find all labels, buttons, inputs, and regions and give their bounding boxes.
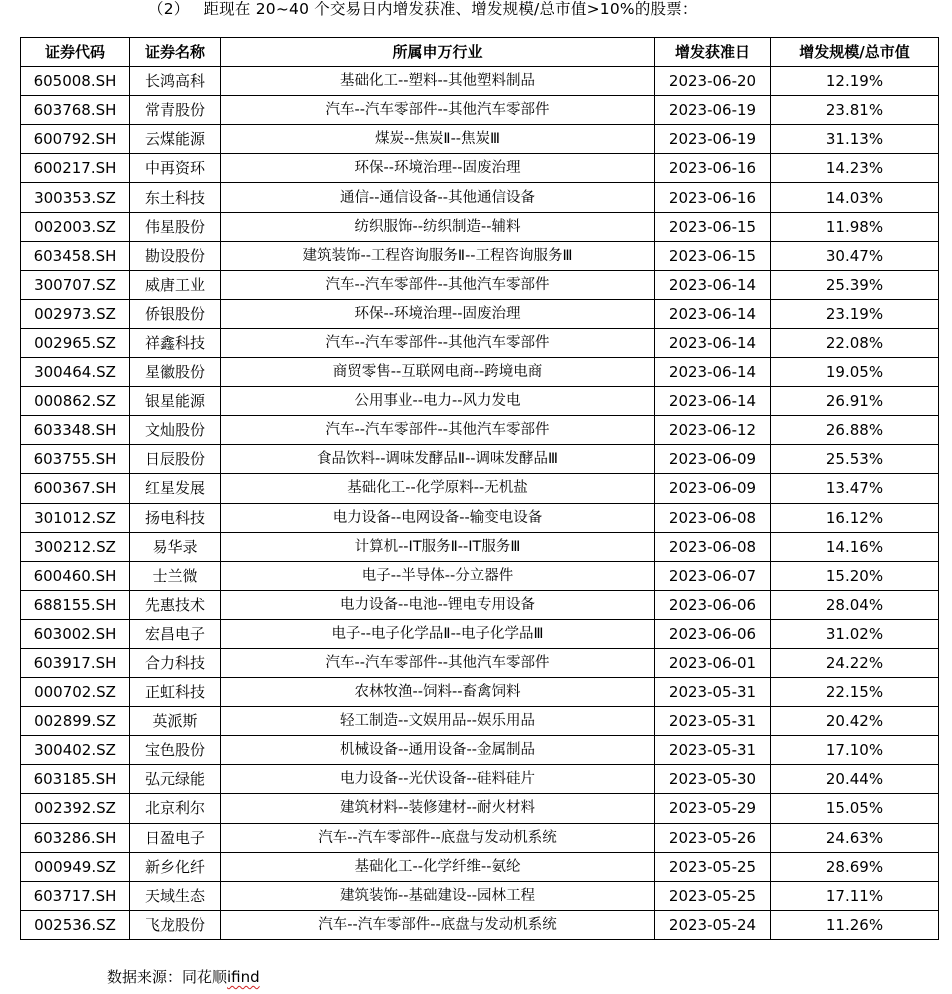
- cell-ratio: 17.11%: [771, 881, 939, 910]
- cell-name: 英派斯: [130, 707, 221, 736]
- cell-name: 易华录: [130, 532, 221, 561]
- cell-approval-date: 2023-06-01: [655, 648, 771, 677]
- cell-ratio: 11.26%: [771, 910, 939, 939]
- cell-ratio: 20.44%: [771, 765, 939, 794]
- cell-approval-date: 2023-05-31: [655, 707, 771, 736]
- header-industry: 所属申万行业: [221, 38, 655, 67]
- cell-name: 威唐工业: [130, 270, 221, 299]
- cell-name: 扬电科技: [130, 503, 221, 532]
- cell-ratio: 17.10%: [771, 736, 939, 765]
- cell-ratio: 28.04%: [771, 590, 939, 619]
- table-row: [21, 445, 939, 474]
- cell-name: 云煤能源: [130, 125, 221, 154]
- cell-industry: 电力设备--光伏设备--硅料硅片: [221, 765, 655, 794]
- table-row: [21, 474, 939, 503]
- cell-industry: 机械设备--通用设备--金属制品: [221, 736, 655, 765]
- cell-approval-date: 2023-06-14: [655, 328, 771, 357]
- cell-approval-date: 2023-06-19: [655, 125, 771, 154]
- table-row: [21, 212, 939, 241]
- cell-name: 常青股份: [130, 96, 221, 125]
- cell-approval-date: 2023-06-16: [655, 154, 771, 183]
- cell-industry: 基础化工--化学纤维--氨纶: [221, 852, 655, 881]
- cell-ratio: 11.98%: [771, 212, 939, 241]
- cell-ratio: 22.08%: [771, 328, 939, 357]
- cell-ratio: 25.53%: [771, 445, 939, 474]
- cell-name: 文灿股份: [130, 416, 221, 445]
- cell-ratio: 15.05%: [771, 794, 939, 823]
- cell-code: 300353.SZ: [21, 183, 130, 212]
- cell-industry: 汽车--汽车零部件--其他汽车零部件: [221, 328, 655, 357]
- cell-code: 600367.SH: [21, 474, 130, 503]
- cell-code: 603717.SH: [21, 881, 130, 910]
- header-name: 证券名称: [130, 38, 221, 67]
- table-row: [21, 503, 939, 532]
- cell-code: 002003.SZ: [21, 212, 130, 241]
- cell-approval-date: 2023-06-14: [655, 358, 771, 387]
- header-row: [21, 38, 939, 67]
- table-row: [21, 125, 939, 154]
- cell-name: 红星发展: [130, 474, 221, 503]
- cell-name: 东土科技: [130, 183, 221, 212]
- cell-name: 新乡化纤: [130, 852, 221, 881]
- cell-code: 002536.SZ: [21, 910, 130, 939]
- cell-ratio: 24.22%: [771, 648, 939, 677]
- cell-name: 宏昌电子: [130, 619, 221, 648]
- cell-name: 侨银股份: [130, 299, 221, 328]
- cell-industry: 环保--环境治理--固废治理: [221, 299, 655, 328]
- cell-approval-date: 2023-06-14: [655, 270, 771, 299]
- cell-industry: 基础化工--塑料--其他塑料制品: [221, 67, 655, 96]
- cell-name: 北京利尔: [130, 794, 221, 823]
- cell-name: 日辰股份: [130, 445, 221, 474]
- cell-approval-date: 2023-05-29: [655, 794, 771, 823]
- cell-industry: 基础化工--化学原料--无机盐: [221, 474, 655, 503]
- table-row: [21, 707, 939, 736]
- cell-code: 600460.SH: [21, 561, 130, 590]
- cell-industry: 电子--半导体--分立器件: [221, 561, 655, 590]
- cell-name: 伟星股份: [130, 212, 221, 241]
- cell-code: 688155.SH: [21, 590, 130, 619]
- cell-approval-date: 2023-06-15: [655, 241, 771, 270]
- cell-approval-date: 2023-05-26: [655, 823, 771, 852]
- cell-code: 300464.SZ: [21, 358, 130, 387]
- cell-industry: 轻工制造--文娱用品--娱乐用品: [221, 707, 655, 736]
- table-row: [21, 358, 939, 387]
- cell-industry: 农林牧渔--饲料--畜禽饲料: [221, 678, 655, 707]
- cell-approval-date: 2023-06-19: [655, 96, 771, 125]
- cell-approval-date: 2023-06-07: [655, 561, 771, 590]
- cell-ratio: 30.47%: [771, 241, 939, 270]
- cell-ratio: 14.23%: [771, 154, 939, 183]
- cell-name: 正虹科技: [130, 678, 221, 707]
- table-row: [21, 241, 939, 270]
- cell-approval-date: 2023-06-15: [655, 212, 771, 241]
- cell-ratio: 20.42%: [771, 707, 939, 736]
- cell-approval-date: 2023-06-12: [655, 416, 771, 445]
- cell-industry: 公用事业--电力--风力发电: [221, 387, 655, 416]
- cell-ratio: 31.02%: [771, 619, 939, 648]
- cell-industry: 电力设备--电池--锂电专用设备: [221, 590, 655, 619]
- cell-approval-date: 2023-06-16: [655, 183, 771, 212]
- cell-name: 弘元绿能: [130, 765, 221, 794]
- cell-name: 合力科技: [130, 648, 221, 677]
- cell-industry: 通信--通信设备--其他通信设备: [221, 183, 655, 212]
- cell-industry: 商贸零售--互联网电商--跨境电商: [221, 358, 655, 387]
- cell-ratio: 23.81%: [771, 96, 939, 125]
- cell-ratio: 31.13%: [771, 125, 939, 154]
- cell-approval-date: 2023-06-06: [655, 619, 771, 648]
- table-row: [21, 328, 939, 357]
- cell-industry: 建筑装饰--工程咨询服务Ⅱ--工程咨询服务Ⅲ: [221, 241, 655, 270]
- table-row: [21, 183, 939, 212]
- table-row: [21, 823, 939, 852]
- cell-industry: 建筑材料--装修建材--耐火材料: [221, 794, 655, 823]
- table-row: [21, 852, 939, 881]
- cell-approval-date: 2023-06-06: [655, 590, 771, 619]
- cell-approval-date: 2023-06-20: [655, 67, 771, 96]
- cell-ratio: 24.63%: [771, 823, 939, 852]
- cell-code: 603002.SH: [21, 619, 130, 648]
- cell-approval-date: 2023-06-09: [655, 445, 771, 474]
- cell-ratio: 25.39%: [771, 270, 939, 299]
- cell-ratio: 15.20%: [771, 561, 939, 590]
- cell-ratio: 14.03%: [771, 183, 939, 212]
- table-row: [21, 96, 939, 125]
- cell-code: 603458.SH: [21, 241, 130, 270]
- cell-ratio: 26.91%: [771, 387, 939, 416]
- cell-code: 002965.SZ: [21, 328, 130, 357]
- source-label: 数据来源：同花顺: [107, 968, 228, 986]
- cell-name: 飞龙股份: [130, 910, 221, 939]
- cell-approval-date: 2023-06-08: [655, 532, 771, 561]
- cell-code: 603768.SH: [21, 96, 130, 125]
- stock-table: [20, 37, 939, 940]
- cell-ratio: 28.69%: [771, 852, 939, 881]
- cell-code: 002392.SZ: [21, 794, 130, 823]
- cell-approval-date: 2023-05-25: [655, 852, 771, 881]
- cell-ratio: 22.15%: [771, 678, 939, 707]
- table-row: [21, 299, 939, 328]
- cell-industry: 电子--电子化学品Ⅱ--电子化学品Ⅲ: [221, 619, 655, 648]
- cell-industry: 汽车--汽车零部件--底盘与发动机系统: [221, 910, 655, 939]
- cell-code: 000702.SZ: [21, 678, 130, 707]
- data-source-note: [107, 967, 260, 987]
- source-name: ifind: [227, 968, 260, 986]
- cell-industry: 食品饮料--调味发酵品Ⅱ--调味发酵品Ⅲ: [221, 445, 655, 474]
- caption-number: （2）: [148, 0, 190, 18]
- cell-ratio: 26.88%: [771, 416, 939, 445]
- cell-name: 天域生态: [130, 881, 221, 910]
- cell-name: 宝色股份: [130, 736, 221, 765]
- header-code: 证券代码: [21, 38, 130, 67]
- cell-code: 002973.SZ: [21, 299, 130, 328]
- cell-industry: 建筑装饰--基础建设--园林工程: [221, 881, 655, 910]
- cell-code: 605008.SH: [21, 67, 130, 96]
- cell-code: 603185.SH: [21, 765, 130, 794]
- table-row: [21, 561, 939, 590]
- table-row: [21, 648, 939, 677]
- cell-ratio: 13.47%: [771, 474, 939, 503]
- table-caption: [148, 0, 698, 22]
- cell-approval-date: 2023-05-24: [655, 910, 771, 939]
- cell-code: 002899.SZ: [21, 707, 130, 736]
- table-row: [21, 532, 939, 561]
- table-row: [21, 590, 939, 619]
- cell-ratio: 19.05%: [771, 358, 939, 387]
- cell-name: 士兰微: [130, 561, 221, 590]
- table-row: [21, 736, 939, 765]
- cell-name: 勘设股份: [130, 241, 221, 270]
- cell-approval-date: 2023-05-25: [655, 881, 771, 910]
- cell-code: 603348.SH: [21, 416, 130, 445]
- table-row: [21, 619, 939, 648]
- cell-approval-date: 2023-05-30: [655, 765, 771, 794]
- cell-code: 600217.SH: [21, 154, 130, 183]
- cell-approval-date: 2023-06-09: [655, 474, 771, 503]
- table-row: [21, 270, 939, 299]
- cell-code: 300402.SZ: [21, 736, 130, 765]
- cell-name: 长鸿高科: [130, 67, 221, 96]
- cell-name: 日盈电子: [130, 823, 221, 852]
- cell-industry: 纺织服饰--纺织制造--辅料: [221, 212, 655, 241]
- cell-name: 先惠技术: [130, 590, 221, 619]
- cell-approval-date: 2023-06-14: [655, 299, 771, 328]
- table-header: [21, 38, 939, 67]
- cell-code: 301012.SZ: [21, 503, 130, 532]
- cell-ratio: 16.12%: [771, 503, 939, 532]
- table-row: [21, 416, 939, 445]
- cell-approval-date: 2023-06-08: [655, 503, 771, 532]
- cell-industry: 煤炭--焦炭Ⅱ--焦炭Ⅲ: [221, 125, 655, 154]
- cell-ratio: 23.19%: [771, 299, 939, 328]
- table-row: [21, 910, 939, 939]
- cell-code: 300707.SZ: [21, 270, 130, 299]
- cell-code: 603755.SH: [21, 445, 130, 474]
- cell-approval-date: 2023-06-14: [655, 387, 771, 416]
- cell-industry: 汽车--汽车零部件--其他汽车零部件: [221, 416, 655, 445]
- header-approval-date: 增发获准日: [655, 38, 771, 67]
- cell-ratio: 14.16%: [771, 532, 939, 561]
- cell-industry: 汽车--汽车零部件--其他汽车零部件: [221, 96, 655, 125]
- header-ratio: 增发规模/总市值: [771, 38, 939, 67]
- table-row: [21, 67, 939, 96]
- cell-industry: 电力设备--电网设备--输变电设备: [221, 503, 655, 532]
- cell-industry: 汽车--汽车零部件--底盘与发动机系统: [221, 823, 655, 852]
- cell-industry: 环保--环境治理--固废治理: [221, 154, 655, 183]
- cell-approval-date: 2023-05-31: [655, 678, 771, 707]
- cell-code: 000862.SZ: [21, 387, 130, 416]
- cell-code: 603917.SH: [21, 648, 130, 677]
- cell-code: 603286.SH: [21, 823, 130, 852]
- cell-name: 星徽股份: [130, 358, 221, 387]
- table-row: [21, 154, 939, 183]
- table-body: [21, 67, 939, 940]
- table-row: [21, 387, 939, 416]
- table-row: [21, 765, 939, 794]
- cell-code: 300212.SZ: [21, 532, 130, 561]
- caption-text: 距现在 20~40 个交易日内增发获准、增发规模/总市值>10%的股票：: [203, 0, 698, 18]
- cell-name: 中再资环: [130, 154, 221, 183]
- cell-industry: 汽车--汽车零部件--其他汽车零部件: [221, 270, 655, 299]
- cell-code: 600792.SH: [21, 125, 130, 154]
- cell-name: 祥鑫科技: [130, 328, 221, 357]
- cell-code: 000949.SZ: [21, 852, 130, 881]
- cell-ratio: 12.19%: [771, 67, 939, 96]
- cell-approval-date: 2023-05-31: [655, 736, 771, 765]
- table-row: [21, 794, 939, 823]
- cell-name: 银星能源: [130, 387, 221, 416]
- cell-industry: 计算机--IT服务Ⅱ--IT服务Ⅲ: [221, 532, 655, 561]
- table-row: [21, 678, 939, 707]
- table-row: [21, 881, 939, 910]
- cell-industry: 汽车--汽车零部件--其他汽车零部件: [221, 648, 655, 677]
